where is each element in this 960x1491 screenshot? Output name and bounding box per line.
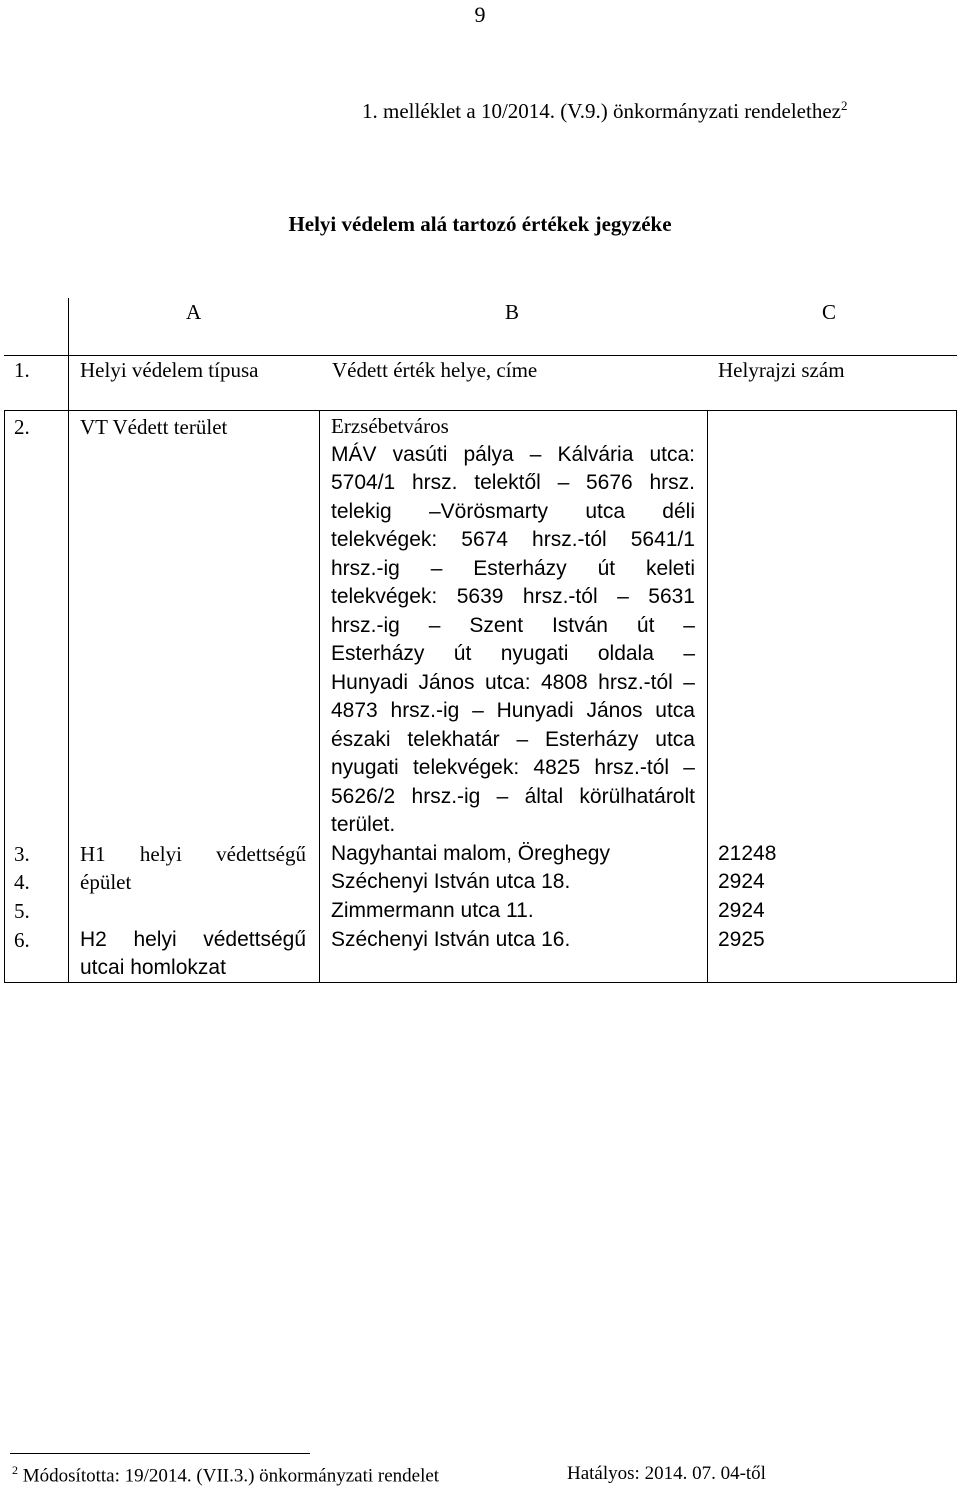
area-boundary-line: 5704/1 hrsz. telektől – 5676 hrsz.	[331, 471, 695, 494]
column-letter-b: B	[505, 300, 520, 324]
header-location: Védett érték helye, címe	[332, 358, 538, 382]
annex-heading-text: 1. melléklet a 10/2014. (V.9.) önkormányzati rendelethez	[362, 99, 841, 123]
area-boundary-line: nyugati telekvégek: 4825 hrsz.-tól –	[331, 756, 695, 779]
parcel-number: 2924	[718, 870, 765, 893]
area-boundary-line: 5626/2 hrsz.-ig – által körülhatárolt	[331, 784, 695, 808]
parcel-number: 2924	[718, 899, 765, 922]
footnote	[12, 1463, 439, 1487]
protection-type-h1-line: H1 helyi védettségű	[80, 842, 306, 866]
table-rule	[319, 410, 320, 982]
row-number: 2.	[14, 415, 30, 439]
parcel-number: 21248	[718, 842, 777, 865]
protection-type-h2-line: H2 helyi védettségű	[80, 928, 306, 951]
column-letter-c: C	[822, 300, 837, 324]
table-rule	[4, 410, 5, 982]
footnote-ref: 2	[840, 98, 848, 113]
protection-type-h1-line: épület	[80, 870, 132, 894]
header-parcel-number: Helyrajzi szám	[718, 358, 845, 382]
area-boundary-line: telekvégek: 5639 hrsz.-tól – 5631	[331, 585, 695, 608]
protection-type-h1	[80, 840, 306, 896]
area-boundary-line: telekvégek: 5674 hrsz.-tól 5641/1	[331, 528, 695, 551]
protection-type-h2-line: utcai homlokzat	[80, 956, 226, 979]
area-boundary-line: északi telekhatár – Esterházy utca	[331, 727, 695, 751]
area-boundary-line: MÁV vasúti pálya – Kálvária utca:	[331, 442, 695, 466]
row-number: 1.	[14, 358, 30, 382]
footnote-mark: 2	[12, 1463, 18, 1477]
area-boundary-line: Hunyadi János utca: 4808 hrsz.-tól –	[331, 670, 695, 694]
document-title: Helyi védelem alá tartozó értékek jegyzéke	[288, 212, 672, 236]
protected-area-description	[331, 412, 695, 840]
area-boundary-line: hrsz.-ig – Esterházy út keleti	[331, 556, 695, 580]
footnote-separator	[10, 1453, 310, 1454]
area-name: Erzsébetváros	[331, 414, 449, 438]
table-rule	[956, 410, 957, 982]
area-boundary-line: 4873 hrsz.-ig – Hunyadi János utca	[331, 699, 695, 722]
footnote-effective-date: Hatályos: 2014. 07. 04-től	[567, 1463, 766, 1484]
row-number: 5.	[14, 899, 30, 923]
table-rule	[707, 410, 708, 982]
area-boundary-line: telekig –Vörösmarty utca déli	[331, 499, 695, 523]
area-boundary-line: terület.	[331, 813, 396, 836]
header-protection-type: Helyi védelem típusa	[80, 358, 259, 382]
protection-type-vt: VT Védett terület	[80, 415, 228, 439]
location-address: Széchenyi István utca 16.	[331, 928, 571, 951]
parcel-number: 2925	[718, 928, 765, 951]
page-number: 9	[474, 2, 486, 27]
row-number: 3.	[14, 842, 30, 866]
annex-heading	[362, 98, 847, 124]
area-boundary-line: Esterházy út nyugati oldala –	[331, 642, 695, 665]
row-number: 4.	[14, 870, 30, 894]
table-rule	[4, 982, 957, 983]
location-address: Széchenyi István utca 18.	[331, 870, 571, 893]
row-number: 6.	[14, 928, 30, 952]
column-letter-a: A	[186, 300, 202, 324]
area-boundary-line: hrsz.-ig – Szent István út –	[331, 613, 695, 637]
footnote-text: Módosította: 19/2014. (VII.3.) önkormányzati rendelet	[18, 1465, 440, 1487]
location-address: Nagyhantai malom, Öreghegy	[331, 842, 610, 865]
table-rule	[4, 410, 957, 411]
table-rule	[68, 298, 69, 982]
location-address: Zimmermann utca 11.	[331, 899, 534, 922]
